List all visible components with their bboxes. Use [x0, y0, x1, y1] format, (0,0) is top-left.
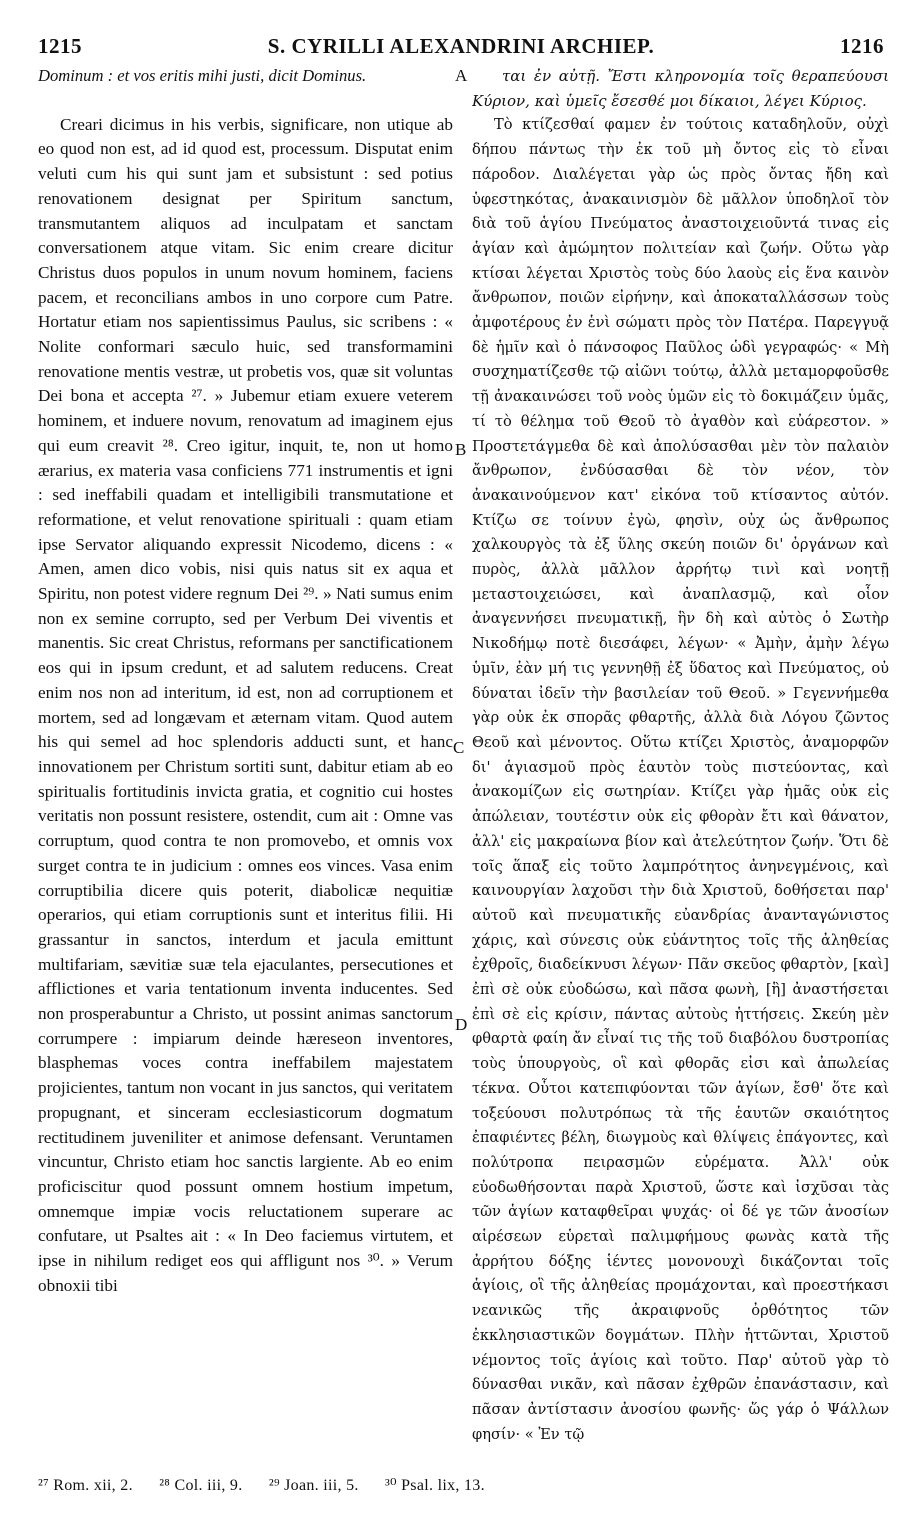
margin-letter-a: A: [455, 66, 468, 85]
footnote-29: ²⁹ Joan. iii, 5.: [268, 1477, 359, 1494]
latin-column: [38, 64, 453, 1444]
margin-letter-b: B: [455, 440, 467, 459]
running-title: S. CYRILLI ALEXANDRINI ARCHIEP.: [267, 34, 655, 58]
margin-letter-c: C: [453, 738, 465, 757]
footnote-30: ³⁰ Psal. lix, 13.: [385, 1477, 485, 1494]
footnote-28: ²⁸ Col. iii, 9.: [159, 1477, 243, 1494]
page-number-left: 1215: [38, 34, 82, 58]
footnotes: [38, 1475, 884, 1495]
page-number-right: 1216: [840, 34, 884, 58]
greek-opening: ται ἐν αὐτῇ. Ἔστι κληρονομία τοῖς θεραπεύουσι Κύριον, καὶ ὑμεῖς ἔσεσθέ μοι δίκαιοι, λέγει Κύριος.: [472, 67, 889, 110]
latin-body: Creari dicimus in his verbis, significare, non utique ab eo quod non est, ad id quod est, processum. Disputat enim veluti cum his qui sunt jam et subsistunt : sed potius renovationem designat per Spiritum sanctum, transmutantem aliquos ad inculpatam et sanctam conversationem atque vitam. Sic enim creare dicitur Christus duos populos in unum novum hominem, faciens pacem, et reconcilians ambos in uno corpore cum Patre. Hortatur etiam nos sapientissimus Paulus, sic scribens : « Nolite conformari sæculo huic, sed transformamini renovatione mentis vestræ, ut probetis vos, quæ sit voluntas Dei bona et accepta ²⁷. » Jubemur etiam exuere veterem hominem, et induere novum, renovatum ad imaginem ejus qui eum creavit ²⁸. Creo igitur, inquit, te, non ut homo ærarius, ex materia vasa conficiens 771 instrumentis et igni : sed ineffabili quadam et intelligibili transmutatione et reformatione, et velut renovatione spirituali : quam etiam ipse Servator aliquando expressit Nicodemo, dicens : « Amen, amen dico vobis, nisi quis natus sit ex aqua et Spiritu, non potest videre regnum Dei ²⁹. » Nati sumus enim non ex semine corrupto, sed per Verbum Dei viventis et manentis. Sic creat Christus, reformans per sanctificationem eos qui in ipsum credunt, et ad salutem reducens. Creat enim nos non ad interitum, id est, non ad corruptionem et mortem, sed ad longævam et æternam vitam. Quod autem his qui semel ad hoc splendoris adducti sunt, et hanc innovationem per Christum sortiti sunt, dabitur etiam ab eo spiritualis fortitudinis invicta gratia, et cognitio cui hostes veritatis non possunt resistere, ostendit, cum ait : Omne vas corruptum, quod contra te non promovebo, et omnis vox surget contra te in judicium : omnes eos vinces. Vasa enim corruptibilia dicere quis poterit, diabolicæ nequitiæ operarios, qui etiam corruptionis sunt et interitus filii. Hi grassantur in sanctos, interdum et jacula emittunt multifariam, sævitiæ suæ tela ejaculantes, persecutiones et afflictiones et varia tentationum inventa inducentes. Sed non prosperabuntur a Christo, ut possint animas sanctorum corrumpere : impiarum deinde hæreseon inventores, blasphemas voces contra ineffabilem majestatem projicientes, tantum non vocant in jus sanctos, qui veritatem propugnant, et sinceram ecclesiasticorum dogmatum rectitudinem juveniliter et animose defensant. Veruntamen vincuntur, Christo etiam hoc sanctis largiente. Ab eo enim proficiscitur quod possunt omnem hostium impetum, omnemque impiæ vocis reluctationem superare ac confutare, ut Psaltes ait : « In Deo faciemus virtutem, et ipse in nihilum rediget eos qui affligunt nos ³⁰. » Verum obnoxii tibi: [38, 114, 453, 1295]
margin-letter-d: D: [455, 1015, 468, 1034]
greek-column: [472, 64, 889, 1444]
footnote-27: ²⁷ Rom. xii, 2.: [38, 1477, 133, 1494]
latin-opening: Dominum : et vos eritis mihi justi, dicit Dominus.: [38, 66, 367, 85]
running-header: [38, 34, 884, 60]
greek-body: Τὸ κτίζεσθαί φαμεν ἐν τούτοις καταδηλοῦν, οὐχὶ δήπου πάντως τὴν ἐκ τοῦ μὴ ὄντος εἰς τὸ εἶναι πάροδον. Διαλέγεται γὰρ ὡς πρὸς ὄντας ἤδη καὶ ὑφεστηκότας, ἀνακαινισμὸν δὲ μᾶλλον ὑποδηλοῖ τὸν διὰ τοῦ ἁγίου Πνεύματος ἀναστοιχειοῦντά τινας εἰς ἁγίαν καὶ ἀμώμητον πολιτείαν καὶ ζωήν. Οὕτω γὰρ κτίσαι λέγεται Χριστὸς τοὺς δύο λαοὺς εἰς ἕνα καινὸν ἄνθρωπον, ποιῶν εἰρήνην, καὶ ἀποκαταλλάσσων τοὺς ἀμφοτέρους ἐν ἑνὶ σώματι πρὸς τὸν Πατέρα. Παρεγγυᾷ δὲ ἡμῖν καὶ ὁ πάνσοφος Παῦλος ὡδὶ γεγραφώς· « Μὴ συσχηματίζεσθε τῷ αἰῶνι τούτῳ, ἀλλὰ μεταμορφοῦσθε τῇ ἀνακαινώσει τοῦ νοὸς ὑμῶν εἰς τὸ δοκιμάζειν ὑμᾶς, τί τὸ θέλημα τοῦ Θεοῦ τὸ ἀγαθὸν καὶ εὐάρεστον. » Προστετάγμεθα δὲ καὶ ἀπολύσασθαι μὲν τὸν παλαιὸν ἄνθρωπον, ἐνδύσασθαι δὲ τὸν νέον, τὸν ἀνακαινούμενον κατ' εἰκόνα τοῦ κτίσαντος αὐτόν. Κτίζω σε τοίνυν ἐγὼ, φησὶν, οὐχ ὡς ἄνθρωπος χαλκουργὸς τὰ ἐξ ὕλης σκεύη ποιῶν δι' ὀργάνων καὶ πυρὸς, ἀλλὰ μᾶλλον ἀρρήτῳ τινὶ καὶ νοητῇ μεταστοιχειώσει, καὶ ἀναπλασμῷ, καὶ οἷον ἀναγεννήσει πνευματικῇ, ἣν δὴ καὶ αὐτὸς ὁ Σωτὴρ Νικοδήμῳ ποτὲ διεσάφει, λέγων· « Ἀμὴν, ἀμὴν λέγω ὑμῖν, ἐὰν μή τις γεννηθῇ ἐξ ὕδατος καὶ Πνεύματος, οὐ δύναται ἰδεῖν τὴν βασιλείαν τοῦ Θεοῦ. » Γεγεννήμεθα γὰρ οὐκ ἐκ σπορᾶς φθαρτῆς, ἀλλὰ διὰ Λόγου ζῶντος Θεοῦ καὶ μένοντος. Οὕτω κτίζει Χριστὸς, ἀναμορφῶν δι' ἁγιασμοῦ πρὸς ἑαυτὸν τοὺς πιστεύοντας, καὶ ἀνακομίζων εἰς σωτηρίαν. Κτίζει γὰρ ἡμᾶς οὐκ εἰς ἀπώλειαν, τουτέστιν οὐκ εἰς φθορὰν ἔτι καὶ θάνατον, ἀλλ' εἰς μακραίωνα βίον καὶ ἀτελεύτητον ζωήν. Ὅτι δὲ τοῖς ἅπαξ εἰς τοῦτο λαμπρότητος ἀνηνεγμένοις, καὶ καινουργίαν λαχοῦσι τὴν διὰ Χριστοῦ, δοθήσεται παρ' αὐτοῦ καὶ πνευματικῆς εὐανδρίας ἀνανταγώνιστος χάρις, καὶ σύνεσις οὐκ εὐάντητος τοῖς τῆς ἀληθείας ἐχθροῖς, διαδείκνυσι λέγων· Πᾶν σκεῦος φθαρτὸν, [καὶ] ἐπὶ σὲ οὐκ εὐοδώσω, καὶ πᾶσα φωνὴ, [ἣ] ἀναστήσεται ἐπὶ σὲ εἰς κρίσιν, πάντας αὐτοὺς ἡττήσεις. Σκεύη μὲν φθαρτὰ φαίη ἄν εἶναί τις τῆς τοῦ διαβόλου δυστροπίας τοὺς ὑπουργοὺς, οἳ καὶ φθορᾶς εἰσι καὶ ἀπωλείας τέκνα. Οὗτοι κατεπιφύονται τῶν ἁγίων, ἔσθ' ὅτε καὶ τοξεύουσι πολυτρόπως τὰ τῆς ἑαυτῶν σκαιότητος ἐπαφιέντες βέλη, διωγμοὺς καὶ θλίψεις ἐπάγοντες, καὶ πολύτροπα πειρασμῶν εὑρέματα. Ἀλλ' οὐκ εὐοδωθήσονται παρὰ Χριστοῦ, ὥστε καὶ ἰσχῦσαι τὰς τῶν ἁγίων καταφθεῖραι ψυχάς· οἱ δέ γε τῶν ἀνοσίων αἱρέσεων εὑρεταὶ παλιμφήμους φωνὰς κατὰ τῆς ἀρρήτου δόξης ἱέντες μονονουχὶ δικάζονται τοῖς ἁγίοις, οἳ τῆς ἀληθείας προμάχονται, καὶ προεστήκασι νεανικῶς τῆς ἀκραιφνοῦς ὀρθότητος τῶν ἐκκλησιαστικῶν δογμάτων. Πλὴν ἡττῶνται, Χριστοῦ νέμοντος τοῖς ἁγίοις καὶ τοῦτο. Παρ' αὐτοῦ γὰρ τὸ δύνασθαι νικᾶν, καὶ πᾶσαν ἐχθρῶν ἐπανάστασιν, καὶ πᾶσαν ἀντίστασιν ἀνοσίου φωνῆς· ὥς γάρ ὁ Ψάλλων φησίν· « Ἐν τῷ: [472, 116, 889, 1443]
